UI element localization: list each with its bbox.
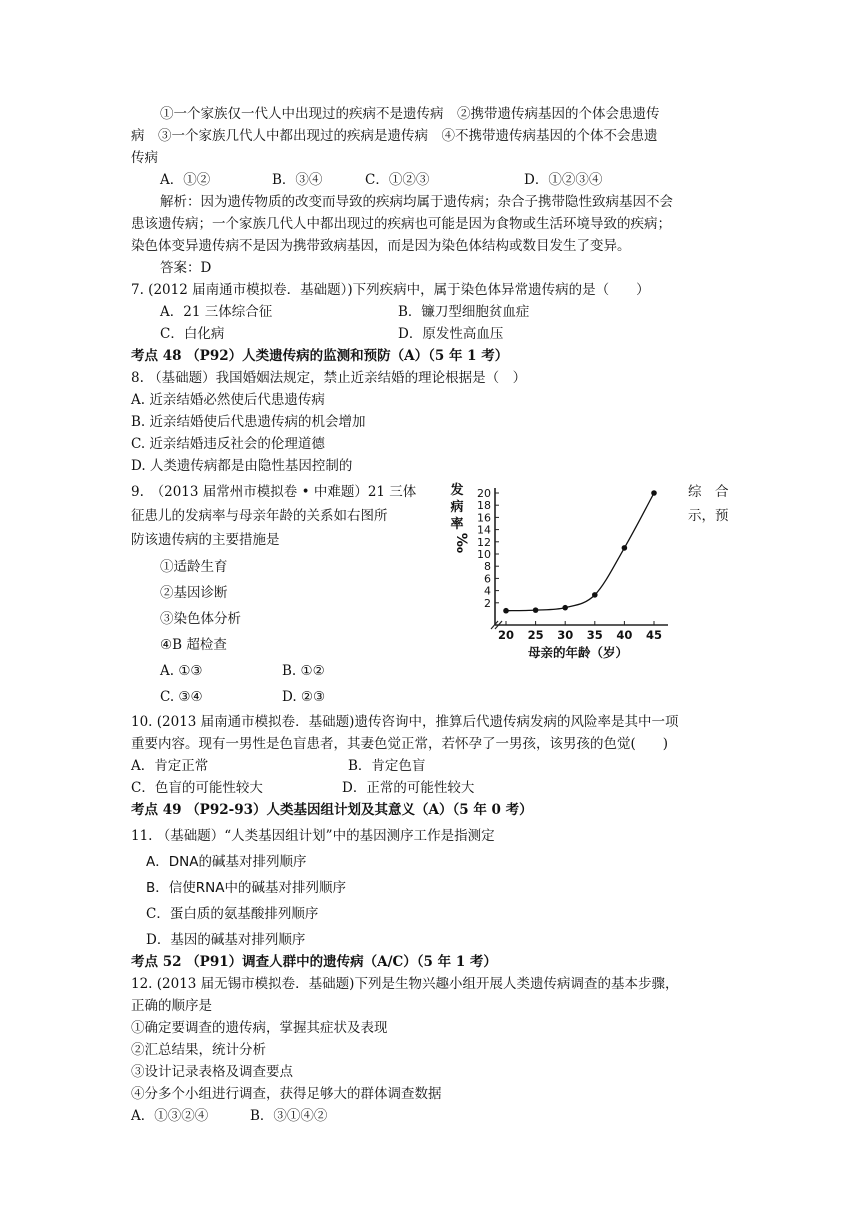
text-line: A．①③②④ xyxy=(131,1108,209,1124)
x-tick-label: 20 xyxy=(497,628,515,642)
text-line: 传病 xyxy=(131,150,158,166)
text-line: 答案：D xyxy=(160,260,212,276)
text-line: 8. （基础题）我国婚姻法规定，禁止近亲结婚的理论根据是（ ） xyxy=(131,370,527,386)
text-line: ①适龄生育 xyxy=(160,559,228,575)
text-line: 示，预 xyxy=(688,508,729,524)
text-line: 病 ③一个家族几代人中都出现过的疾病是遗传病 ④不携带遗传病基因的个体不会患遗 xyxy=(131,128,658,144)
y-tick-label: 14 xyxy=(477,523,491,537)
y-tick-label: 10 xyxy=(477,548,491,561)
text-line: C. ③④ xyxy=(160,689,203,705)
text-line: ①确定要调查的遗传病，掌握其症状及表现 xyxy=(131,1020,388,1036)
text-line: D．基因的碱基对排列顺序 xyxy=(146,932,306,948)
text-line: B．③①④② xyxy=(250,1108,328,1124)
text-line: 征患儿的发病率与母亲年龄的关系如右图所 xyxy=(131,508,388,524)
text-line: D．正常的可能性较大 xyxy=(342,780,475,796)
text-line: B．③④ xyxy=(272,172,323,188)
text-line: 10. (2013 届南通市模拟卷．基础题)遗传咨询中，推算后代遗传病发病的风险率是其中一项 xyxy=(131,714,679,730)
text-line: A．肯定正常 xyxy=(131,758,209,774)
y-axis-label: 发 xyxy=(450,483,464,498)
text-line: ②汇总结果，统计分析 xyxy=(131,1042,266,1058)
data-point xyxy=(622,545,628,551)
text-line: 重要内容。现有一男性是色盲患者，其妻色觉正常，若怀孕了一男孩，该男孩的色觉( ) xyxy=(131,736,669,752)
text-line: 患该遗传病；一个家族几代人中都出现过的疾病也可能是因为食物或生活环境导致的疾病； xyxy=(131,216,671,232)
data-point xyxy=(562,605,568,611)
text-line: ④B 超检查 xyxy=(160,637,227,653)
text-line: 12. (2013 届无锡市模拟卷．基础题)下列是生物兴趣小组开展人类遗传病调查的基本步骤， xyxy=(131,976,679,992)
y-tick-label: 12 xyxy=(477,535,491,549)
text-line: D．原发性高血压 xyxy=(398,326,504,342)
text-line: 综 合 xyxy=(688,484,729,500)
y-axis-unit: ‰ xyxy=(453,532,469,554)
y-tick-label: 2 xyxy=(484,596,491,610)
text-line: B．镰刀型细胞贫血症 xyxy=(398,304,530,320)
x-axis-label: 母亲的年龄（岁） xyxy=(527,645,629,660)
text-line: 染色体变异遗传病不是因为携带致病基因，而是因为染色体结构或数目发生了变异。 xyxy=(131,238,631,254)
x-tick-label: 40 xyxy=(616,628,633,642)
x-tick-label: 35 xyxy=(586,628,603,642)
text-line: A. ①③ xyxy=(160,663,203,679)
text-line: B．信使RNA中的碱基对排列顺序 xyxy=(146,880,346,896)
incidence-curve xyxy=(506,493,654,611)
section-heading: 考点 48 （P92）人类遗传病的监测和预防（A）（5 年 1 考） xyxy=(131,348,509,364)
text-line: ③染色体分析 xyxy=(160,611,241,627)
data-point xyxy=(503,608,509,614)
y-tick-label: 4 xyxy=(484,584,491,598)
data-point xyxy=(592,592,598,598)
text-line: 9. （2013 届常州市模拟卷 • 中难题）21 三体 xyxy=(131,484,417,500)
text-line: D. 人类遗传病都是由隐性基因控制的 xyxy=(131,458,353,474)
text-line: A. 近亲结婚必然使后代患遗传病 xyxy=(131,392,325,408)
text-line: C．色盲的可能性较大 xyxy=(131,780,263,796)
text-line: ③设计记录表格及调查要点 xyxy=(131,1064,293,1080)
section-heading: 考点 49 （P92-93）人类基因组计划及其意义（A）（5 年 0 考） xyxy=(131,802,533,818)
data-point xyxy=(533,607,539,613)
text-line: 11. （基础题）“人类基因组计划”中的基因测序工作是指测定 xyxy=(131,828,495,844)
y-tick-label: 18 xyxy=(477,499,491,513)
text-line: C. 近亲结婚违反社会的伦理道德 xyxy=(131,436,325,452)
y-tick-label: 6 xyxy=(484,572,491,586)
data-point xyxy=(651,490,657,496)
y-axis-label: 率 xyxy=(450,517,464,532)
section-heading: 考点 52 （P91）调查人群中的遗传病（A/C）（5 年 1 考） xyxy=(131,954,497,970)
text-line: ①一个家族仅一代人中出现过的疾病不是遗传病 ②携带遗传病基因的个体会患遗传 xyxy=(160,106,660,122)
y-tick-label: 8 xyxy=(484,560,491,574)
text-line: 防该遗传病的主要措施是 xyxy=(131,532,280,548)
text-line: B. 近亲结婚使后代患遗传病的机会增加 xyxy=(131,414,366,430)
text-line: C．蛋白质的氨基酸排列顺序 xyxy=(146,906,319,922)
text-line: C．①②③ xyxy=(365,172,430,188)
text-line: D．①②③④ xyxy=(524,172,603,188)
y-tick-label: 20 xyxy=(477,487,491,500)
text-line: A．21 三体综合征 xyxy=(160,304,273,320)
y-axis-label: 病 xyxy=(450,500,464,515)
text-line: A．①② xyxy=(160,172,211,188)
text-line: ④分多个小组进行调查，获得足够大的群体调查数据 xyxy=(131,1086,442,1102)
text-line: D. ②③ xyxy=(282,689,326,705)
text-line: 解析：因为遗传物质的改变而导致的疾病均属于遗传病；杂合子携带隐性致病基因不会 xyxy=(160,194,673,210)
y-tick-label: 16 xyxy=(477,511,491,525)
text-line: B. ①② xyxy=(282,663,325,679)
x-tick-label: 25 xyxy=(527,628,544,642)
x-tick-label: 30 xyxy=(557,628,574,642)
incidence-chart xyxy=(438,474,678,664)
x-tick-label: 45 xyxy=(645,628,663,642)
text-line: 正确的顺序是 xyxy=(131,998,212,1014)
text-line: ②基因诊断 xyxy=(160,585,228,601)
text-line: B．肯定色盲 xyxy=(348,758,426,774)
text-line: A．DNA的碱基对排列顺序 xyxy=(146,854,307,870)
text-line: 7. (2012 届南通市模拟卷．基础题）)下列疾病中，属于染色体异常遗传病的是（ ） xyxy=(131,282,650,298)
text-line: C．白化病 xyxy=(160,326,225,342)
